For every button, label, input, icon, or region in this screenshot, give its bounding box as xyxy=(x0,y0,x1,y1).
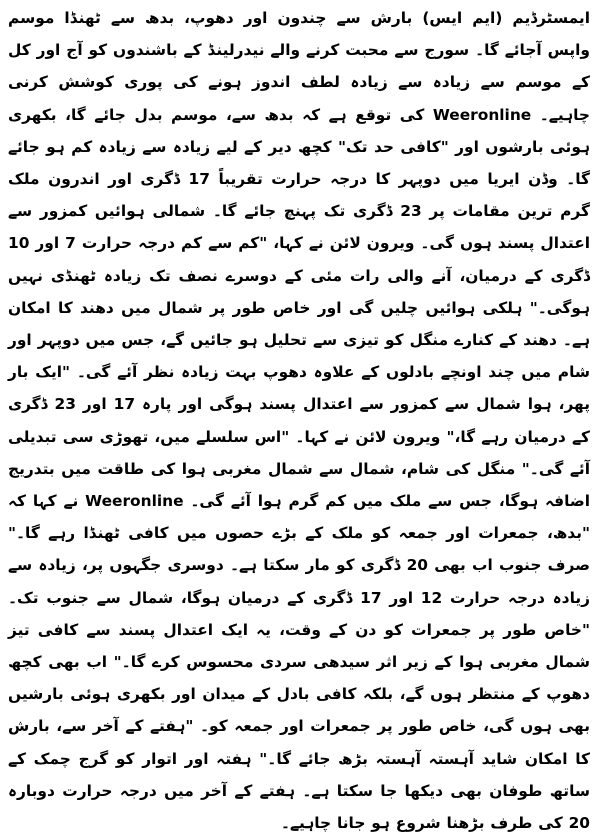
article-body: ایمسٹرڈیم (ایم ایس) بارش سے چندون اور دھوپ، بدھ سے ٹھنڈا موسم واپس آجائے گا۔ سورج سے محبت کرنے والے نیدرلینڈ کے باشندوں کو آج اور کل کے موسم سے زیادہ سے زیادہ لطف اندوز ہونے کی پوری کوشش کرنی چاہیے۔ Weeronline کی توقع ہے کہ بدھ سے، موسم بدل جائے گا، بکھری ہوئی بارشوں اور "کافی حد تک" کچھ دیر کے لیے زیادہ سے زیادہ کم ہو جائے گا۔ وڈن ایریا میں دوپہر کا درجہ حرارت تقریباً 17 ڈگری اور اندرون ملک گرم ترین مقامات پر 23 ڈگری تک پہنچ جائے گا۔ شمالی ہوائیں کمزور سے اعتدال پسند ہوں گی۔ ویرون لائن نے کہا، "کم سے کم درجہ حرارت 7 اور 10 ڈگری کے درمیان، آنے والی رات مئی کے دوسرے نصف تک زیادہ ٹھنڈی نہیں ہوگی۔" ہلکی ہوائیں چلیں گی اور خاص طور پر شمال میں دھند کا امکان ہے۔ دھند کے کنارے منگل کو تیزی سے تحلیل ہو جائیں گے، جس میں دوپہر اور شام میں چند اونچے بادلوں کے علاوہ دھوپ بہت زیادہ نظر آئے گی۔ "ایک بار پھر، ہوا شمال سے کمزور سے اعتدال پسند ہوگی اور پارہ 17 اور 23 ڈگری کے درمیان رہے گا،" ویرون لائن نے کہا۔ "اس سلسلے میں، تھوڑی سی تبدیلی آئے گی۔" منگل کی شام، شمال سے شمال مغربی ہوا کی طاقت میں بتدریج اضافہ ہوگا، جس سے ملک میں کم گرم ہوا آئے گی۔ Weeronline نے کہا کہ "بدھ، جمعرات اور جمعہ کو ملک کے بڑے حصوں میں کافی ٹھنڈا رہے گا۔" صرف جنوب اب بھی 20 ڈگری کو مار سکتا ہے۔ دوسری جگہوں پر، زیادہ سے زیادہ درجہ حرارت 12 اور 17 ڈگری کے درمیان ہوگا، شمال سے جنوب تک۔ "خاص طور پر جمعرات کو دن کے وقت، یہ ایک اعتدال پسند سے کافی تیز شمال مغربی ہوا کے زیر اثر سیدھی سردی محسوس کرے گا۔" اب بھی کچھ دھوپ کے منتظر ہوں گے، بلکہ کافی بادل کے میدان اور بکھری ہوئی بارشیں بھی ہوں گی، خاص طور پر جمعرات اور جمعہ کو۔ "ہفتے کے آخر سے، بارش کا امکان شاید آہستہ آہستہ بڑھ جائے گا۔" ہفتہ اور اتوار کو گرج چمک کے ساتھ طوفان بھی دیکھا جا سکتا ہے۔ ہفتے کے آخر میں درجہ حرارت دوبارہ 20 کی طرف بڑھنا شروع ہو جانا چاہیے۔ xyxy=(8,9,591,833)
